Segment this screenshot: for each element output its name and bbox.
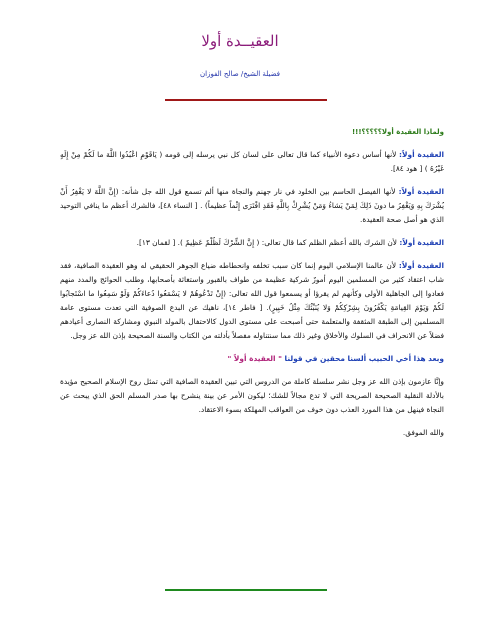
document-title: العقيــدة أولا	[201, 32, 279, 50]
closing-text: والله الموفق.	[402, 428, 444, 437]
paragraph-2	[60, 185, 444, 227]
paragraph-6	[60, 375, 444, 417]
paragraph-label: العقيدة أولاً:	[398, 261, 444, 270]
question-text: ولماذا العقيدة أولا؟؟؟؟؟!!!	[351, 128, 444, 136]
paragraph-text: لأن الشرك بالله أعظم الظلم كما قال تعالى: ( إِنَّ الشِّرْكَ لَظُلْمٌ عَظِيمٌ ). [ لقمان ١٣].	[136, 238, 398, 247]
paragraph-label: العقيدة أولاً:	[399, 150, 444, 159]
document-body	[60, 125, 444, 449]
paragraph-text: لأنها أساس دعوة الأنبياء كما قال تعالى على لسان كل نبي يرسله إلى قومه ( يَاقَوْمِ اعْبُدُوا اللَّهَ ما لَكُمْ مِنْ إِلَهٍ غَيْرُهُ ) [ هود ٨٤].	[60, 150, 444, 173]
paragraph-4	[60, 259, 444, 343]
paragraph-3	[60, 236, 444, 250]
paragraph-label: العقيدة أولاً:	[399, 238, 444, 247]
paragraph-1	[60, 148, 444, 176]
closing-question: وبعد هذا أخي الحبيب ألسنا محقين في قولنا	[281, 354, 444, 363]
closing-line	[60, 426, 444, 440]
top-divider	[165, 99, 327, 101]
paragraph-text: لأنها الفيصل الحاسم بين الخلود في نار جهنم والنجاة منها ألم تسمع قول الله جل شأنه: (إِنَّ اللَّهَ لا يَغْفِرُ أَنْ يُشْرَكَ بِهِ وَيَغْفِرُ ما دونَ ذَلِكَ لِمَنْ يَشاءُ وَمَنْ يُشْرِكْ بِاللَّهِ فَقَدِ افْتَرَى إِثْماً عظيماً) . [ النساء ٤٨]، فالشرك أعظم ما ينافي التوحيد الذي هو أصل صحة العقيدة.	[60, 187, 444, 224]
author-line: فضيلة الشيخ/ صالح الفوزان	[199, 70, 280, 78]
bottom-divider	[165, 589, 327, 591]
paragraph-text: وإنَّا عازمون بإذن الله عز وجل نشر سلسلة كاملة من الدروس التي تبين العقيدة الصافية التي تمثل روح الإسلام الصحيح مؤيدة بالأدلة النقلية الصحيحة الصريحة التي لا تدع مجالاً للشك؛ ليكون الأمر عن بينة ينشرح بها صدر المسلم الحق الذي يبحث عن النجاة فينهل من هذا المورد العذب دون خوف من العواقب المهلكة بسوء الاعتقاد.	[60, 377, 444, 414]
paragraph-label: العقيدة أولاً:	[398, 187, 444, 196]
paragraph-text: لأن عالمنا الإسلامي اليوم إنما كان سبب تخلفه وانحطاطه ضياع الجوهر الحقيقي له وهو العقيدة الصافية، فقد شاب اعتقاد كثير من المسلمين اليوم أمورٌ شركية عظيمة من طواف بالقبور واستغاثة بأصحابها، وطلب الحوائج والمدد منهم فعادوا إلى الجاهلية الأولى وكأنهم لم يقرؤا أو يسمعوا قول الله تعالى: (إِنْ تَدْعُوهُمْ لا يَسْمَعُوا دُعاءَكُمْ وَلَوْ سَمِعُوا ما اسْتَجابُوا لَكُمْ وَيَوْمَ القِيامَةِ يَكْفُرُونَ بِشِرْكِكُمْ وَلا يُنَبِّئُكَ مِثْلُ خَبِيرٍ). [ فاطر ١٤]، ناهيك عن البدع الصوفية التي تعدت مستوى عامة المسلمين إلى الطبقة المثقفة والمتعلمة حتى أصبحت على مستوى الدول كالاحتفال بالمولد النبوي ومشاركة النصارى أعيادهم فضلاً عن الانحراف في السلوك والأخلاق وغير ذلك مما سنتناوله مفصلاً بأدلته من الكتاب والسنة الصحيحة بإذن الله عز وجل.	[60, 261, 444, 340]
question-heading	[60, 125, 444, 139]
closing-quote: " العقيدة أولاً "	[227, 354, 282, 363]
paragraph-5	[60, 352, 444, 366]
